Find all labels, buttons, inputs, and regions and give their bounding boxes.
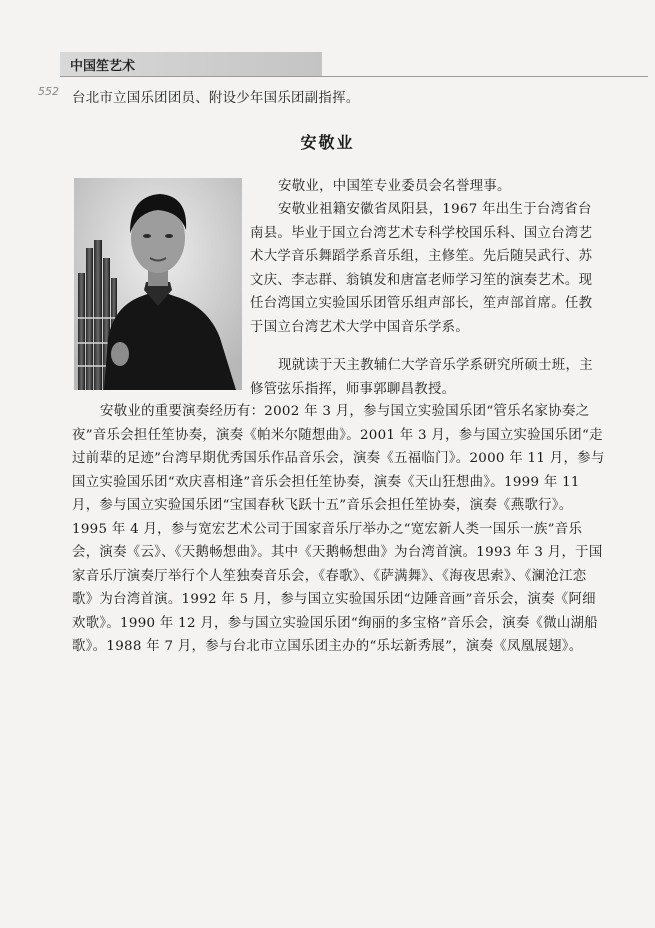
header-rule <box>60 76 648 77</box>
running-header-title: 中国笙艺术 <box>70 59 136 74</box>
page-number: 552 <box>38 85 59 98</box>
paragraph-study: 现就读于天主教辅仁大学音乐学系研究所硕士班，主修管弦乐指挥，师事郭聊昌教授。 <box>250 358 593 397</box>
portrait-photo <box>74 178 242 390</box>
carry-over-line: 台北市立国乐团团员、附设少年国乐团副指挥。 <box>72 91 360 106</box>
paragraph-biography: 安敬业祖籍安徽省凤阳县，1967 年出生于台湾省台南县。毕业于国立台湾艺术专科学校国乐科、国立台湾艺术大学音乐舞蹈学系音乐组，主修笙。先后随吴武行、苏文庆、李志群、翁镇发和唐富老师学习笙的演奏艺术。现任台湾国立实验国乐团管乐组声部长，笙声部首席。任教于国立台湾艺术大学中国音乐学系。 <box>250 202 593 335</box>
paragraph-intro: 安敬业，中国笙专业委员会名誉理事。 <box>278 179 511 194</box>
section-title: 安敬业 <box>300 133 355 152</box>
paragraph-performances: 安敬业的重要演奏经历有：2002 年 3 月，参与国立实验国乐团“管乐名家协奏之夜”音乐会担任笙协奏，演奏《帕米尔随想曲》。2001 年 3 月，参与国立实验国乐团“走过前辈的足迹”台湾早期优秀国乐作品音乐会，演奏《五福临门》。2000 年 11 月，参与国立实验国乐团“欢庆喜相逢”音乐会担任笙协奏，演奏《天山狂想曲》。1999 年 11 月，参与国立实验国乐团“宝国春秋飞跃十五”音乐会担任笙协奏，演奏《燕歌行》。1995 年 4 月，参与宽宏艺术公司于国家音乐厅举办之“宽宏新人类一国乐一族”音乐会，演奏《云》、《天鹅畅想曲》。其中《天鹅畅想曲》为台湾首演。1993 年 3 月，于国家音乐厅演奏厅举行个人笙独奏音乐会，《春歌》、《萨满舞》、《海夜思索》、《澜沧江恋歌》为台湾首演。1992 年 5 月，参与国立实验国乐团“边陲音画”音乐会，演奏《阿细欢歌》。1990 年 12 月，参与国立实验国乐团“绚丽的多宝格”音乐会，演奏《微山湖船歌》。1988 年 7 月，参与台北市立国乐团主办的“乐坛新秀展”，演奏《凤凰展翅》。 <box>72 404 605 654</box>
